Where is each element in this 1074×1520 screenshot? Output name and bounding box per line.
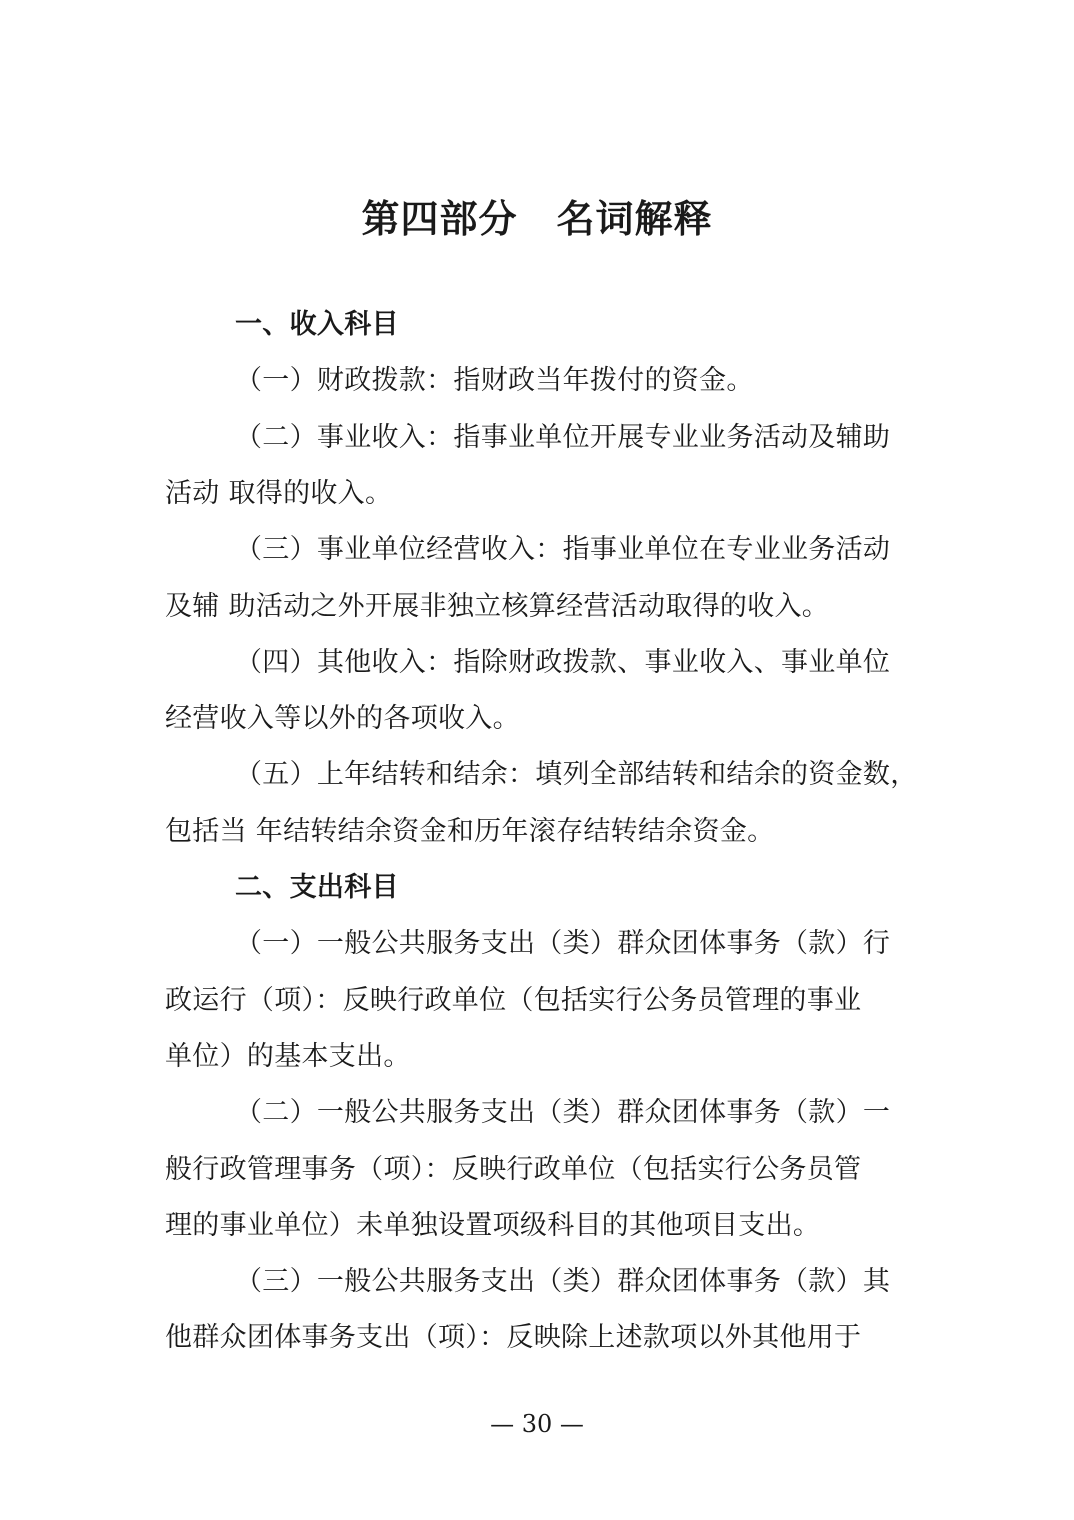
document-body: [165, 0, 918, 1400]
text-line: 他群众团体事务支出（项）：反映除上述款项以外其他用于: [165, 1322, 862, 1353]
text-line: （三）一般公共服务支出（类）群众团体事务（款）其: [235, 1266, 891, 1297]
section-heading: 二、支出科目: [235, 872, 399, 903]
text-line: 般行政管理事务（项）：反映行政单位（包括实行公务员管: [165, 1154, 862, 1185]
text-line: （二）一般公共服务支出（类）群众团体事务（款）一: [235, 1097, 891, 1128]
text-line: 单位）的基本支出。: [165, 1041, 411, 1072]
text-line: （二）事业收入：指事业单位开展专业业务活动及辅助: [235, 422, 891, 453]
text-line: （四）其他收入：指除财政拨款、事业收入、事业单位: [235, 647, 891, 678]
text-line: 政运行（项）：反映行政单位（包括实行公务员管理的事业: [165, 985, 862, 1016]
text-line: 理的事业单位）未单独设置项级科目的其他项目支出。: [165, 1210, 821, 1241]
text-line: 及辅 助活动之外开展非独立核算经营活动取得的收入。: [165, 591, 830, 622]
text-line: 活动 取得的收入。: [165, 478, 393, 509]
text-line: （五）上年结转和结余：填列全部结转和结余的资金数，: [235, 759, 918, 790]
page-title: 第四部分 名词解释: [361, 197, 713, 241]
section-heading: 一、收入科目: [235, 309, 399, 340]
page-number: — 30 —: [490, 1410, 584, 1438]
text-line: （一）一般公共服务支出（类）群众团体事务（款）行: [235, 928, 891, 959]
text-line: （一）财政拨款：指财政当年拨付的资金。: [235, 365, 754, 396]
text-line: 经营收入等以外的各项收入。: [165, 703, 520, 734]
text-line: （三）事业单位经营收入：指事业单位在专业业务活动: [235, 534, 891, 565]
text-line: 包括当 年结转结余资金和历年滚存结转结余资金。: [165, 816, 775, 847]
